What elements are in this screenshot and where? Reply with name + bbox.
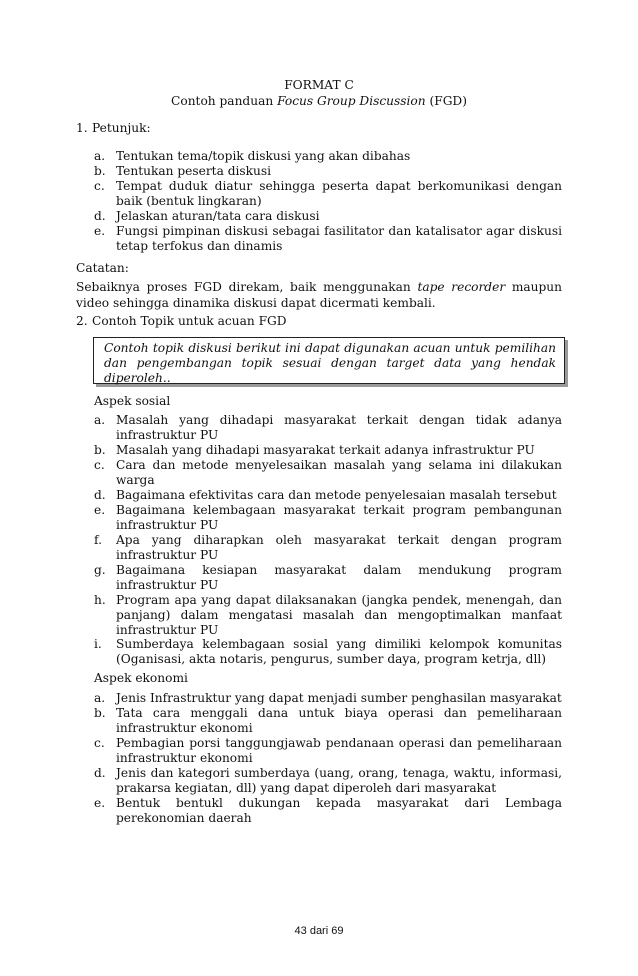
list-marker: g. <box>94 563 106 577</box>
list-item-text-continued: baik (bentuk lingkaran) <box>116 194 262 208</box>
list-item-text-continued: warga <box>116 473 155 487</box>
aspek-sosial-heading: Aspek sosial <box>94 394 171 408</box>
list-item-text: Jenis dan kategori sumberdaya (uang, orang, tenaga, waktu, informasi, <box>116 766 562 780</box>
list-item-text: Pembagian porsi tanggungjawab pendanaan operasi dan pemeliharaan <box>116 736 562 750</box>
list-item <box>94 736 562 766</box>
section-number: 2. <box>76 314 88 328</box>
list-marker: e. <box>94 796 106 810</box>
list-item <box>94 796 562 826</box>
list-item-text: Tempat duduk diatur sehingga peserta dapat berkomunikasi dengan <box>116 179 562 193</box>
section-title: Petunjuk: <box>92 121 151 135</box>
list-marker: c. <box>94 179 105 193</box>
list-item-text-continued: tetap terfokus dan dinamis <box>116 239 283 253</box>
list-item <box>94 164 562 179</box>
list-marker: d. <box>94 766 106 780</box>
list-item-text: Cara dan metode menyelesaikan masalah yang selama ini dilakukan <box>116 458 562 472</box>
list-item-text: Jenis Infrastruktur yang dapat menjadi sumber penghasilan masyarakat <box>116 691 562 705</box>
list-marker: a. <box>94 691 106 705</box>
section-number: 1. <box>76 121 88 135</box>
list-item <box>94 563 562 593</box>
catatan-text-continued: video sehingga dinamika diskusi dapat dicermati kembali. <box>76 296 436 310</box>
note-line: Contoh topik diskusi berikut ini dapat digunakan acuan untuk pemilihan <box>104 341 556 355</box>
list-item-text-continued: infrastruktur PU <box>116 518 219 532</box>
list-item-text: Program apa yang dapat dilaksanakan (jangka pendek, menengah, dan <box>116 593 562 607</box>
list-item <box>94 413 562 443</box>
list-item-text-continued: infrastruktur PU <box>116 428 219 442</box>
list-item <box>94 443 562 458</box>
list-marker: b. <box>94 706 106 720</box>
list-item-text: Bentuk bentukl dukungan kepada masyarakat dari Lembaga <box>116 796 562 810</box>
list-item-text: Tata cara menggali dana untuk biaya operasi dan pemeliharaan <box>116 706 562 720</box>
catatan-text <box>76 280 562 295</box>
list-item <box>94 691 562 706</box>
list-item <box>94 593 562 638</box>
list-marker: e. <box>94 503 106 517</box>
format-title: FORMAT C <box>284 78 354 92</box>
catatan-prefix: Sebaiknya proses FGD direkam, baik menggunakan <box>76 280 418 294</box>
list-marker: e. <box>94 224 106 238</box>
catatan-label: Catatan: <box>76 261 129 275</box>
document-subtitle <box>0 94 638 109</box>
catatan-suffix: maupun <box>505 280 562 294</box>
list-marker: c. <box>94 458 105 472</box>
list-item-text: Tentukan peserta diskusi <box>116 164 272 178</box>
list-item-text-continued: infrastruktur PU <box>116 623 219 637</box>
note-line: diperoleh.. <box>104 371 171 385</box>
list-item <box>94 209 562 224</box>
aspek-ekonomi-heading: Aspek ekonomi <box>94 671 188 685</box>
list-item-text: Masalah yang dihadapi masyarakat terkait dengan tidak adanya <box>116 413 562 427</box>
list-item-text: Fungsi pimpinan diskusi sebagai fasilitator dan katalisator agar diskusi <box>116 224 562 238</box>
guidance-note-box <box>93 337 565 384</box>
subtitle-italic: Focus Group Discussion <box>277 94 426 108</box>
list-item-text-continued: panjang) dalam mengatasi masalah dan mengoptimalkan manfaat <box>116 608 562 622</box>
list-marker: d. <box>94 488 106 502</box>
list-item-text: Apa yang diharapkan oleh masyarakat terkait dengan program <box>116 533 562 547</box>
list-item-text-continued: (Oganisasi, akta notaris, pengurus, sumber daya, program ketrja, dll) <box>116 652 547 666</box>
list-item <box>94 503 562 533</box>
list-item <box>94 179 562 209</box>
subtitle-suffix: (FGD) <box>425 94 467 108</box>
list-item <box>94 766 562 796</box>
subtitle-prefix: Contoh panduan <box>171 94 278 108</box>
list-marker: b. <box>94 164 106 178</box>
catatan-italic: tape recorder <box>417 280 506 294</box>
list-marker: a. <box>94 149 106 163</box>
list-item-text: Bagaimana efektivitas cara dan metode penyelesaian masalah tersebut <box>116 488 557 502</box>
note-line: dan pengembangan topik sesuai dengan target data yang hendak <box>104 356 556 370</box>
section-title: Contoh Topik untuk acuan FGD <box>92 314 287 328</box>
list-item-text: Jelaskan aturan/tata cara diskusi <box>116 209 320 223</box>
list-item-text: Sumberdaya kelembagaan sosial yang dimiliki kelompok komunitas <box>116 637 562 651</box>
list-item <box>94 637 562 667</box>
list-item <box>94 149 562 164</box>
list-item <box>94 458 562 488</box>
list-item-text: Masalah yang dihadapi masyarakat terkait adanya infrastruktur PU <box>116 443 535 457</box>
list-item-text-continued: infrastruktur ekonomi <box>116 721 253 735</box>
list-item-text-continued: infrastruktur PU <box>116 548 219 562</box>
list-item-text-continued: prakarsa kegiatan, dll) yang dapat diperoleh dari masyarakat <box>116 781 497 795</box>
list-item-text-continued: perekonomian daerah <box>116 811 252 825</box>
list-item <box>94 224 562 254</box>
list-item-text-continued: infrastruktur ekonomi <box>116 751 253 765</box>
list-marker: i. <box>94 637 102 651</box>
list-marker: a. <box>94 413 106 427</box>
list-marker: d. <box>94 209 106 223</box>
list-item <box>94 488 562 503</box>
list-marker: h. <box>94 593 106 607</box>
list-item-text: Bagaimana kesiapan masyarakat dalam mendukung program <box>116 563 562 577</box>
list-marker: f. <box>94 533 102 547</box>
list-item <box>94 533 562 563</box>
list-item <box>94 706 562 736</box>
list-marker: b. <box>94 443 106 457</box>
list-item-text-continued: infrastruktur PU <box>116 578 219 592</box>
page-number: 43 dari 69 <box>294 925 344 937</box>
list-item-text: Tentukan tema/topik diskusi yang akan dibahas <box>116 149 411 163</box>
list-item-text: Bagaimana kelembagaan masyarakat terkait program pembangunan <box>116 503 562 517</box>
list-marker: c. <box>94 736 105 750</box>
